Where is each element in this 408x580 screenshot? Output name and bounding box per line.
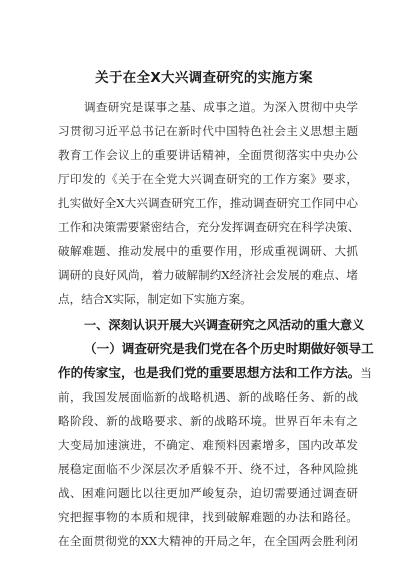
intro-line: 厅印发的《关于在全党大兴调查研究的工作方案》要求， bbox=[58, 172, 358, 186]
intro-line: 工作和决策需要紧密结合，充分发挥调查研究在科学决策、 bbox=[58, 220, 360, 234]
subsection-heading-line: （一）调查研究是我们党在各个历史时期做好领导工 bbox=[84, 341, 374, 356]
body-line: 战、困难问题比以往更加严峻复杂，迫切需要通过调查研 bbox=[58, 486, 358, 500]
intro-line: 调研的良好风尚，着力破解制约X经济社会发展的难点、堵 bbox=[58, 268, 358, 282]
body-line: 大变局加速演进，不确定、难预料因素增多，国内改革发 bbox=[58, 438, 358, 452]
body-text-start: 当 bbox=[360, 366, 372, 380]
section-heading: 一、深刻认识开展大兴调查研究之风活动的重大意义 bbox=[84, 318, 365, 332]
intro-line: 点，结合X实际，制定如下实施方案。 bbox=[58, 292, 252, 306]
body-line: 在全面贯彻党的XX大精神的开局之年，在全国两会胜利闭 bbox=[58, 534, 358, 548]
body-line: 略阶段、新的战略要求、新的战略环境。世界百年未有之 bbox=[58, 414, 358, 428]
intro-line: 习贯彻习近平总书记在新时代中国特色社会主义思想主题 bbox=[58, 124, 358, 138]
subsection-heading-line: 作的传家宝，也是我们党的重要思想方法和工作方法。 bbox=[58, 365, 361, 380]
body-line: 展稳定面临不少深层次矛盾躲不开、绕不过，各种风险挑 bbox=[58, 462, 358, 476]
body-line: 前，我国发展面临新的战略机遇、新的战略任务、新的战 bbox=[58, 390, 358, 404]
body-line: 究把握事物的本质和规律，找到破解难题的办法和路径。 bbox=[58, 510, 358, 524]
subsection-heading-row bbox=[58, 365, 372, 380]
intro-line: 调查研究是谋事之基、成事之道。为深入贯彻中央学 bbox=[84, 100, 358, 114]
document-title: 关于在全X大兴调查研究的实施方案 bbox=[95, 70, 313, 86]
intro-line: 教育工作会议上的重要讲话精神，全面贯彻落实中央办公 bbox=[58, 148, 358, 162]
intro-line: 破解难题、推动发展中的重要作用，形成重视调研、大抓 bbox=[58, 244, 358, 258]
intro-line: 扎实做好全X大兴调查研究工作，推动调查研究工作同中心 bbox=[58, 196, 358, 210]
